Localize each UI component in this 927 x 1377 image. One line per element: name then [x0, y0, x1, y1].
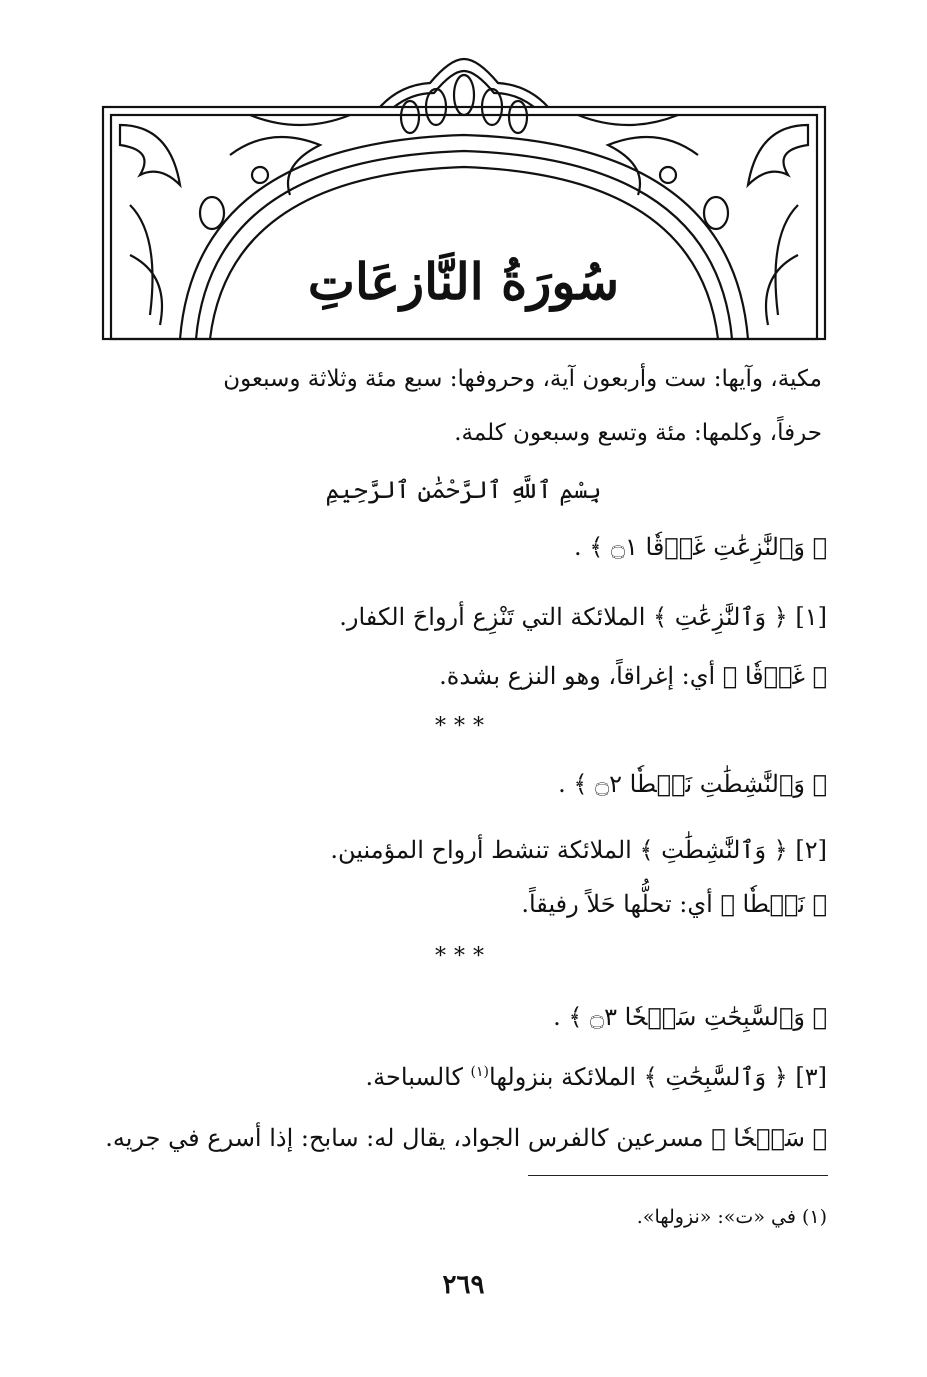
commentary-1: [١] ﴿ وَٱلنَّٰزِعَٰتِ ﴾ الملائكة التي تَنْزِع أرواحَ الكفار. — [339, 603, 827, 631]
commentary-2: [٢] ﴿ وَٱلنَّٰشِطَٰتِ ﴾ الملائكة تنشط أرواح المؤمنين. — [330, 836, 827, 864]
verse-1: ﴿ وَٱلنَّٰزِعَٰتِ غَرۡقٗا ۝١ ﴾ . — [573, 533, 827, 561]
commentary-3 — [366, 1063, 827, 1092]
commentary-1-gloss: ﴿ غَرۡقٗا ﴾ أي: إغراقاً، وهو النزع بشدة. — [439, 662, 827, 690]
commentary-3-end: كالسباحة. — [365, 1063, 471, 1091]
footnote-ref: (١) — [470, 1064, 489, 1080]
intro-line-1: مكية، وآيها: ست وأربعون آية، وحروفها: سبع مئة وثلاثة وسبعون — [223, 366, 822, 392]
commentary-3-text: [٣] ﴿ وَٱلسَّٰبِحَٰتِ ﴾ الملائكة بنزولها — [489, 1063, 827, 1091]
verse-2: ﴿ وَٱلنَّٰشِطَٰتِ نَشۡطٗا ۝٢ ﴾ . — [558, 770, 827, 798]
verse-3: ﴿ وَٱلسَّٰبِحَٰتِ سَبۡحٗا ۝٣ ﴾ . — [553, 1003, 827, 1031]
footnote: (١) في «ت»: «نزولها». — [636, 1206, 827, 1228]
basmala: بِسْمِ ٱللَّهِ ٱلرَّحْمَٰنِ ٱلرَّحِيمِ — [325, 476, 602, 504]
section-separator: *** — [435, 714, 492, 739]
section-separator: *** — [435, 944, 492, 969]
footnote-divider — [528, 1175, 828, 1176]
commentary-2-gloss: ﴿ نَشۡطٗا ﴾ أي: تحلُّها حَلاً رفيقاً. — [521, 890, 827, 918]
commentary-3-gloss: ﴿ سَبۡحٗا ﴾ مسرعين كالفرس الجواد، يقال له: سابح: إذا أسرع في جريه. — [105, 1124, 827, 1152]
sura-title: سُورَةُ النَّازعَاتِ — [307, 252, 620, 311]
page-number: ٢٦٩ — [442, 1270, 485, 1300]
intro-line-2: حرفاً، وكلمها: مئة وتسع وسبعون كلمة. — [454, 420, 822, 446]
